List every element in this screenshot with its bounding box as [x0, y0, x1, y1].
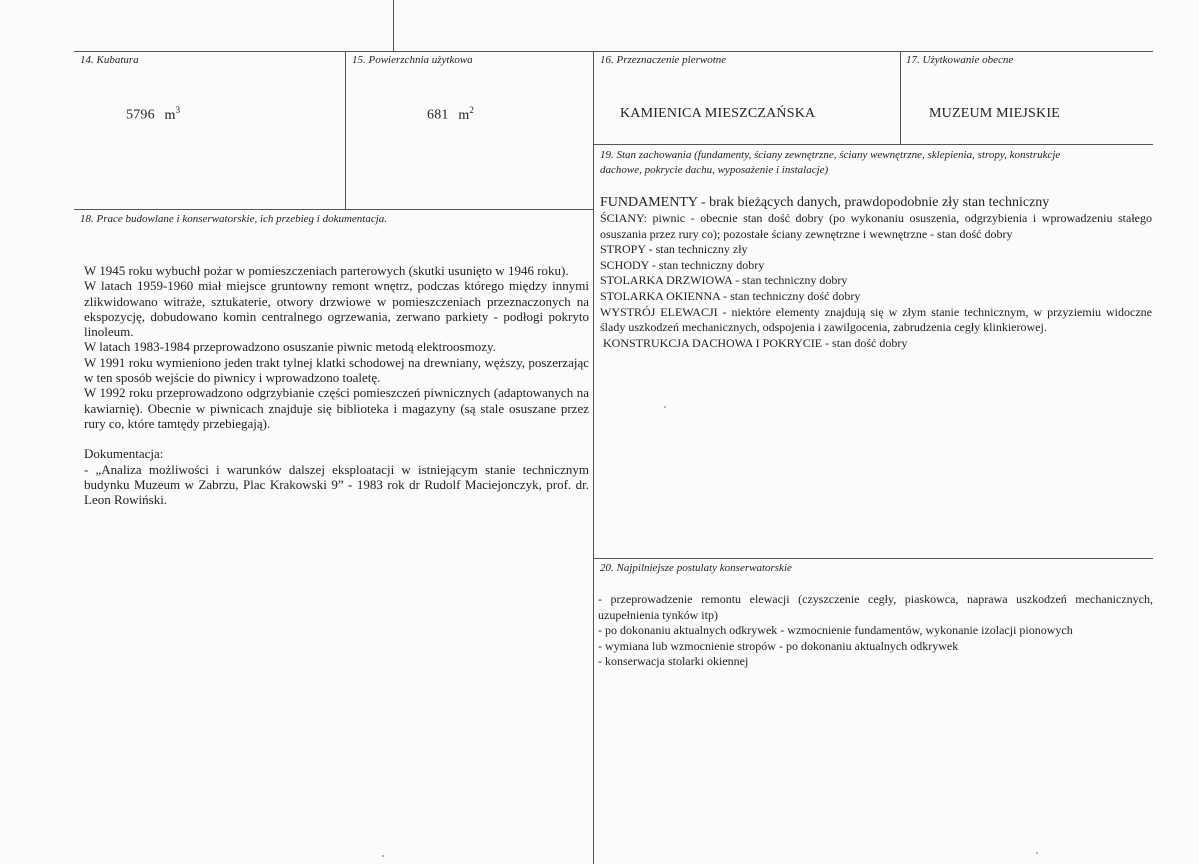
works-1983: W latach 1983-1984 przeprowadzono osuszanie piwnic metodą elektroosmozy.	[84, 339, 496, 355]
area-number: 681	[427, 107, 449, 123]
field-14-value	[126, 105, 180, 124]
field-15-label: 15. Powierzchnia użytkowa	[352, 54, 473, 66]
works-1991: W 1991 roku wymieniono jeden trakt tylnej klatki schodowej na drewniany, węższy, poszerzając w ten sposób wejście do piwnicy i wprowadzono toaletę.	[84, 354, 589, 386]
field-18-label: 18. Prace budowlane i konserwatorskie, ich przebieg i dokumentacja.	[80, 213, 388, 225]
condition-stairs: SCHODY - stan techniczny dobry	[600, 257, 765, 272]
field-15-value	[427, 105, 474, 124]
row-divider-15-18	[74, 209, 594, 210]
condition-foundations: FUNDAMENTY - brak bieżących danych, prawdopodobnie zły stan techniczny	[600, 195, 1050, 210]
area-unit-exponent: 2	[469, 105, 475, 115]
condition-roof: KONSTRUKCJA DACHOWA I POKRYCIE - stan dość dobry	[603, 335, 908, 350]
volume-unit: m	[164, 107, 176, 123]
field-19-body	[600, 195, 1152, 351]
condition-doors: STOLARKA DRZWIOWA - stan techniczny dobry	[600, 273, 848, 288]
condition-windows: STOLARKA OKIENNA - stan techniczny dość dobry	[600, 288, 861, 303]
works-1959: W latach 1959-1960 miał miejsce gruntowny remont wnętrz, podczas którego między innymi zlikwidowano witraże, sztukaterie, otwory drzwiowe w pomieszczeniach przeznaczonych na ekspozycję, dobudowano komin centralnego ogrzewania, zerwano parkiety - podłogi pokryto linoleum.	[84, 278, 589, 340]
row-divider-top	[74, 51, 1153, 52]
condition-facade: WYSTRÓJ ELEWACJI - niektóre elementy znajdują się w złym stanie technicznym, w przyziemiu widoczne ślady uszkodzeń mechanicznych, odspojenia i zawilgocenia, zabrudzenia cegły klinkierowej.	[600, 304, 1152, 335]
row-divider-16-19	[594, 144, 1153, 145]
col-divider-main	[593, 51, 594, 864]
field-16-label: 16. Przeznaczenie pierwotne	[600, 54, 727, 66]
volume-number: 5796	[126, 107, 155, 123]
scan-speck	[1036, 852, 1038, 854]
condition-ceilings: STROPY - stan techniczny zły	[600, 242, 748, 257]
field-17-value: MUZEUM MIEJSKIE	[929, 106, 1060, 121]
col-divider-16-17	[900, 51, 901, 144]
documentation-heading: Dokumentacja:	[84, 446, 164, 462]
works-1945: W 1945 roku wybuchł pożar w pomieszczeniach parterowych (skutki usunięto w 1946 roku).	[84, 263, 569, 278]
postulate-windows: - konserwacja stolarki okiennej	[598, 654, 749, 669]
scan-speck	[664, 406, 666, 408]
postulate-ceilings: - wymiana lub wzmocnienie stropów - po dokonaniu aktualnych odkrywek	[598, 638, 959, 653]
condition-walls: ŚCIANY: piwnic - obecnie stan dość dobry (po wykonaniu osuszenia, odgrzybienia i wprowadzeniu stałego osuszania przez rury co); pozostałe ściany zewnętrzne i wewnętrzne - stan dość dobry	[600, 211, 1152, 241]
field-20-body	[598, 592, 1153, 670]
documentation-item: - „Analiza możliwości i warunków dalszej eksploatacji w istniejącym stanie technicznym budynku Muzeum w Zabrzu, Plac Krakowski 9” - 1983 rok dr Rudolf Maciejonczyk, prof. dr. Leon Rowiński.	[84, 461, 589, 508]
works-1992: W 1992 roku przeprowadzono odgrzybianie części pomieszczeń piwnicznych (adaptowanych na kawiarnię). Obecnie w piwnicach znajduje się biblioteka i magazyny (są stale osuszane przez rury co, które tamtędy przebiegają).	[84, 385, 589, 431]
field-14-label: 14. Kubatura	[80, 54, 139, 66]
postulate-facade: - przeprowadzenie remontu elewacji (czyszczenie cegły, piaskowca, naprawa uszkodzeń mechanicznych, uzupełnienia tynków itp)	[598, 592, 1153, 622]
field-20-label: 20. Najpilniejsze postulaty konserwatorskie	[600, 562, 792, 574]
field-17-label: 17. Użytkowanie obecne	[906, 54, 1014, 66]
scan-speck	[382, 855, 384, 857]
field-18-body	[84, 263, 589, 507]
field-16-value: KAMIENICA MIESZCZAŃSKA	[620, 106, 816, 121]
postulate-foundations: - po dokonaniu aktualnych odkrywek - wzmocnienie fundamentów, wykonanie izolacji pionowych	[598, 623, 1073, 638]
col-divider-14-15	[345, 51, 346, 209]
field-19-label: 19. Stan zachowania (fundamenty, ściany zewnętrzne, ściany wewnętrzne, sklepienia, stropy, konstrukcje dachowe, pokrycie dachu, wyposażenie i instalacje)	[600, 149, 1061, 176]
row-divider-19-20	[594, 558, 1153, 559]
volume-unit-exponent: 3	[175, 105, 181, 115]
area-unit: m	[458, 107, 470, 123]
top-divider	[393, 0, 394, 51]
